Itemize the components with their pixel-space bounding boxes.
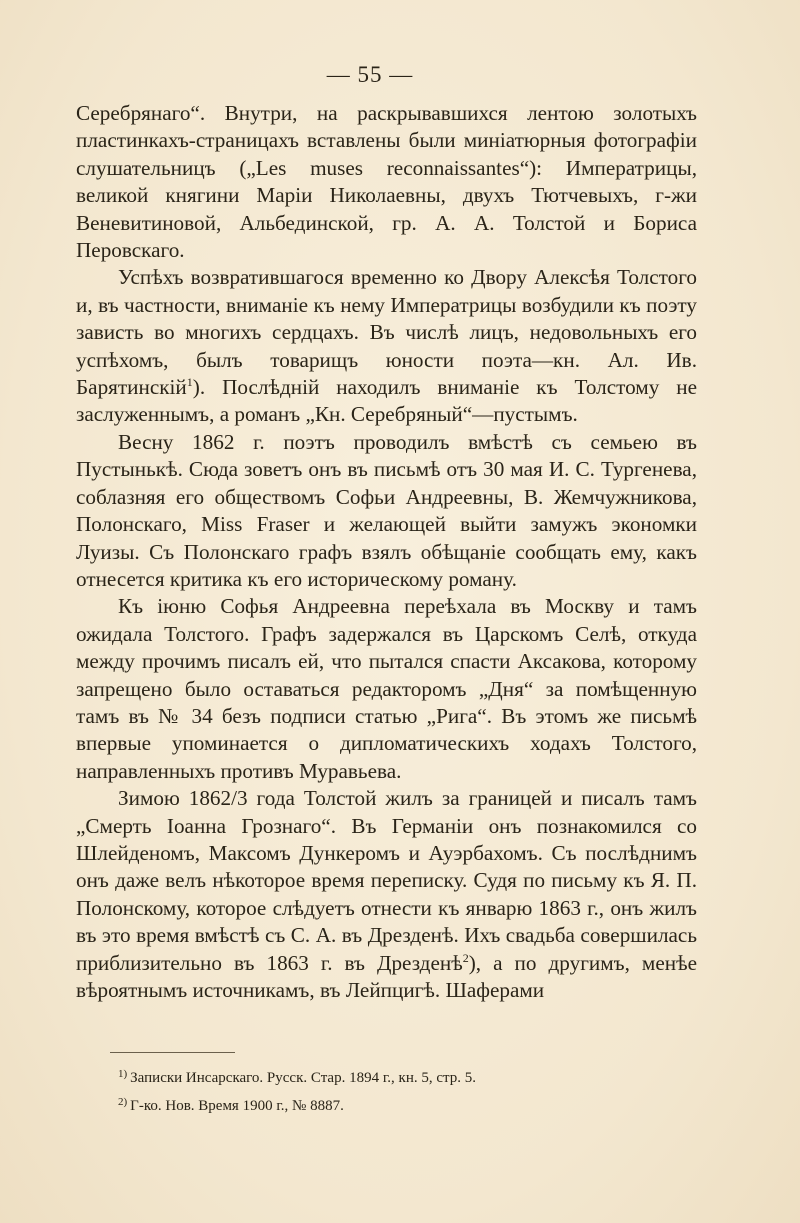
footnote-ref-1: 1 (186, 375, 193, 390)
footnote-ref-2: 2 (462, 950, 469, 965)
paragraph-5 (76, 785, 697, 1004)
footnote-mark: 2) (118, 1096, 128, 1108)
body-text (76, 100, 697, 1004)
paragraph-3 (76, 429, 697, 593)
paragraph-text: Зимою 1862/3 года Толстой жилъ за границей и писалъ тамъ „Смерть Іоанна Грознаго“. Въ Германіи онъ познакомился со Шлейденомъ, Максомъ Дункеромъ и Ауэрбахомъ. Съ послѣднимъ онъ даже велъ нѣкоторое время переписку. Судя по письму къ Я. П. Полонскому, которое слѣдуетъ отнести къ январю 1863 г., онъ жилъ въ это время вмѣстѣ съ С. А. въ Дрезденѣ. Ихъ свадьба совершилась приблизительно въ 1863 г. въ Дрезденѣ (76, 786, 697, 975)
footnote-text: Записки Инсарскаго. Русск. Стар. 1894 г., кн. 5, стр. 5. (130, 1070, 477, 1086)
paragraph-text: ), а по другимъ, менѣе вѣроятнымъ источникамъ, въ Лейпцигѣ. Шаферами (76, 950, 697, 1002)
paragraph-text: Успѣхъ возвратившагося временно ко Двору Алексѣя Толстого и, въ частности, вниманіе къ нему Императрицы возбудили къ поэту зависть во многихъ сердцахъ. Въ числѣ лицъ, недовольныхъ его успѣхомъ, былъ товарищъ юности поэта—кн. Ал. Ив. Барятинскій (76, 265, 697, 400)
paragraph-4 (76, 593, 697, 785)
page-number: — 55 — (326, 62, 414, 87)
paragraph-text: Серебрянаго“. Внутри, на раскрывавшихся лентою золотыхъ пластинкахъ-страницахъ вставлены были миніатюрныя фотографіи слушательницъ („Les muses reconnaissantes“): Императрицы, великой княгини Маріи Николаевны, двухъ Тютчевыхъ, г-жи Веневитиновой, Альбединской, гр. А. А. Толстой и Бориса Перовскаго. (76, 101, 697, 263)
footnote-divider (110, 1052, 235, 1053)
paragraph-text: Къ іюню Софья Андреевна переѣхала въ Москву и тамъ ожидала Толстого. Графъ задержался въ Царскомъ Селѣ, откуда между прочимъ писалъ ей, что пытался спасти Аксакова, которому запрещено было оставаться редакторомъ „Дня“ за помѣщенную тамъ въ № 34 безъ подписи статью „Рига“. Въ этомъ же письмѣ впервые упоминается о дипломатическихъ ходахъ Толстого, направленныхъ противъ Муравьева. (76, 594, 697, 783)
footnotes (118, 1062, 638, 1118)
footnote-text: Г-ко. Нов. Время 1900 г., № 8887. (130, 1098, 344, 1114)
footnote-mark: 1) (118, 1068, 128, 1080)
paragraph-1 (76, 100, 697, 264)
paragraph-text: ). Послѣдній находилъ вниманіе къ Толстому не заслуженнымъ, а романъ „Кн. Серебряный“—пустымъ. (76, 375, 697, 427)
paragraph-2 (76, 264, 697, 428)
footnote-1 (118, 1062, 638, 1090)
paragraph-text: Весну 1862 г. поэтъ проводилъ вмѣстѣ съ семьею въ Пустынькѣ. Сюда зоветъ онъ въ письмѣ отъ 30 мая И. С. Тургенева, соблазняя его обществомъ Софьи Андреевны, В. Жемчужникова, Полонскаго, Miss Fraser и желающей выйти замужъ экономки Луизы. Съ Полонскаго графъ взялъ обѣщаніе сообщать ему, какъ отнесется критика къ его историческому роману. (76, 429, 697, 591)
footnote-2 (118, 1090, 638, 1118)
